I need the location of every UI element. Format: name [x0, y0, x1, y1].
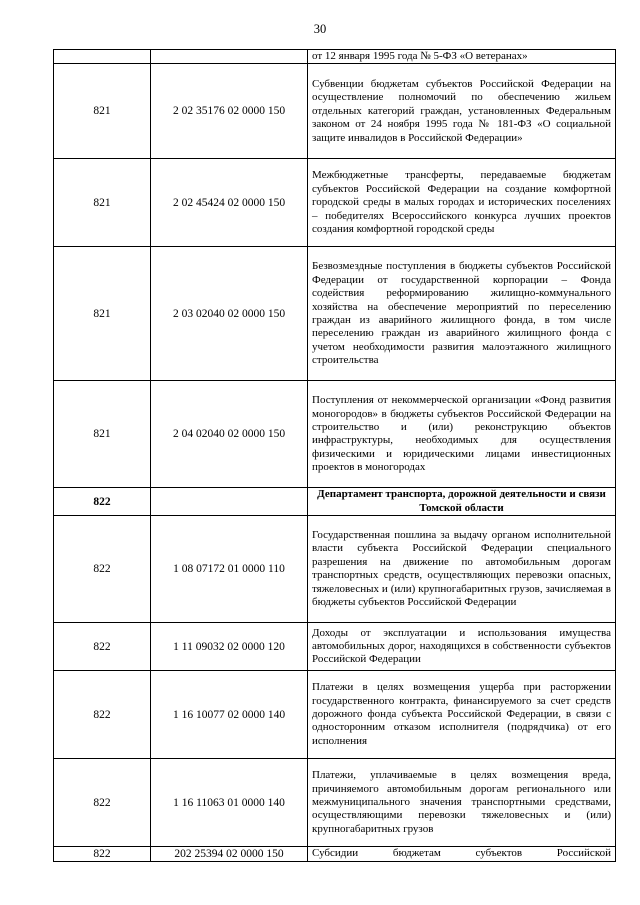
- description-cell: Субвенции бюджетам субъектов Российской Федерации на осуществление полномочий по обеспечению жильем отдельных категорий граждан, установленных Федеральным законом от 24 ноября 1995 года № 181-ФЗ «О социальной защите инвалидов в Российской Федерации»: [308, 64, 616, 159]
- kbk-code-cell: 1 11 09032 02 0000 120: [151, 623, 308, 671]
- description-cell: Межбюджетные трансферты, передаваемые бюджетам субъектов Российской Федерации на создание комфортной городской среды в малых городах и исторических поселениях – победителях Всероссийского конкурса лучших проектов создания комфортной городской среды: [308, 159, 616, 247]
- department-header-row: [54, 488, 616, 516]
- admin-code-cell: 822: [54, 759, 151, 847]
- table-row: [54, 159, 616, 247]
- table-row: [54, 847, 616, 861]
- kbk-code-cell: 1 16 11063 01 0000 140: [151, 759, 308, 847]
- description-cell: Департамент транспорта, дорожной деятельности и связи Томской области: [308, 488, 616, 516]
- table-row: [54, 759, 616, 847]
- description-cell: Платежи, уплачиваемые в целях возмещения вреда, причиняемого автомобильным дорогам регионального или межмуниципального значения транспортными средствами, осуществляющими перевозки тяжеловесных и (или) крупногабаритных грузов: [308, 759, 616, 847]
- revenue-codes-table: [53, 49, 616, 862]
- kbk-code-cell: 202 25394 02 0000 150: [151, 847, 308, 861]
- admin-code-cell: 821: [54, 381, 151, 488]
- description-cell: Доходы от эксплуатации и использования имущества автомобильных дорог, находящихся в собственности субъектов Российской Федерации: [308, 623, 616, 671]
- table-row: [54, 671, 616, 759]
- table-row: [54, 247, 616, 381]
- kbk-code-cell: 2 02 35176 02 0000 150: [151, 64, 308, 159]
- description-cell: Поступления от некоммерческой организации «Фонд развития моногородов» в бюджеты субъектов Российской Федерации на строительство и (или) реконструкцию объектов инфраструктуры, необходимых для осуществления физическими и юридическими лицами инвестиционных проектов в моногородах: [308, 381, 616, 488]
- table-row: [54, 64, 616, 159]
- description-cell: Безвозмездные поступления в бюджеты субъектов Российской Федерации от государственной корпорации – Фонда содействия реформированию жилищно-коммунального хозяйства на обеспечение мероприятий по переселению граждан из аварийного жилищного фонда, в том числе переселению граждан из аварийного жилищного фонда с учетом необходимости развития малоэтажного жилищного строительства: [308, 247, 616, 381]
- kbk-code-cell: 1 16 10077 02 0000 140: [151, 671, 308, 759]
- kbk-code-cell: [151, 50, 308, 64]
- description-cell: Субсидии бюджетам субъектов Российской: [308, 847, 616, 861]
- admin-code-cell: [54, 50, 151, 64]
- description-cell: от 12 января 1995 года № 5-ФЗ «О ветеранах»: [308, 50, 616, 64]
- kbk-code-cell: [151, 488, 308, 516]
- kbk-code-cell: 2 03 02040 02 0000 150: [151, 247, 308, 381]
- table-row: [54, 623, 616, 671]
- kbk-code-cell: 1 08 07172 01 0000 110: [151, 516, 308, 623]
- admin-code-cell: 822: [54, 847, 151, 861]
- admin-code-cell: 822: [54, 671, 151, 759]
- description-cell: Платежи в целях возмещения ущерба при расторжении государственного контракта, финансируемого за счет средств дорожного фонда субъекта Российской Федерации, в связи с односторонним отказом исполнителя (подрядчика) от его исполнения: [308, 671, 616, 759]
- table-row: [54, 381, 616, 488]
- admin-code-cell: 821: [54, 64, 151, 159]
- admin-code-cell: 822: [54, 488, 151, 516]
- admin-code-cell: 821: [54, 247, 151, 381]
- table-row: [54, 50, 616, 64]
- admin-code-cell: 821: [54, 159, 151, 247]
- kbk-code-cell: 2 04 02040 02 0000 150: [151, 381, 308, 488]
- kbk-code-cell: 2 02 45424 02 0000 150: [151, 159, 308, 247]
- description-cell: Государственная пошлина за выдачу органом исполнительной власти субъекта Российской Федерации специального разрешения на движение по автомобильным дорогам транспортных средств, осуществляющих перевозки опасных, тяжеловесных и (или) крупногабаритных грузов, зачисляемая в бюджеты субъектов Российской Федерации: [308, 516, 616, 623]
- page-number: 30: [313, 22, 327, 36]
- admin-code-cell: 822: [54, 516, 151, 623]
- admin-code-cell: 822: [54, 623, 151, 671]
- table-row: [54, 516, 616, 623]
